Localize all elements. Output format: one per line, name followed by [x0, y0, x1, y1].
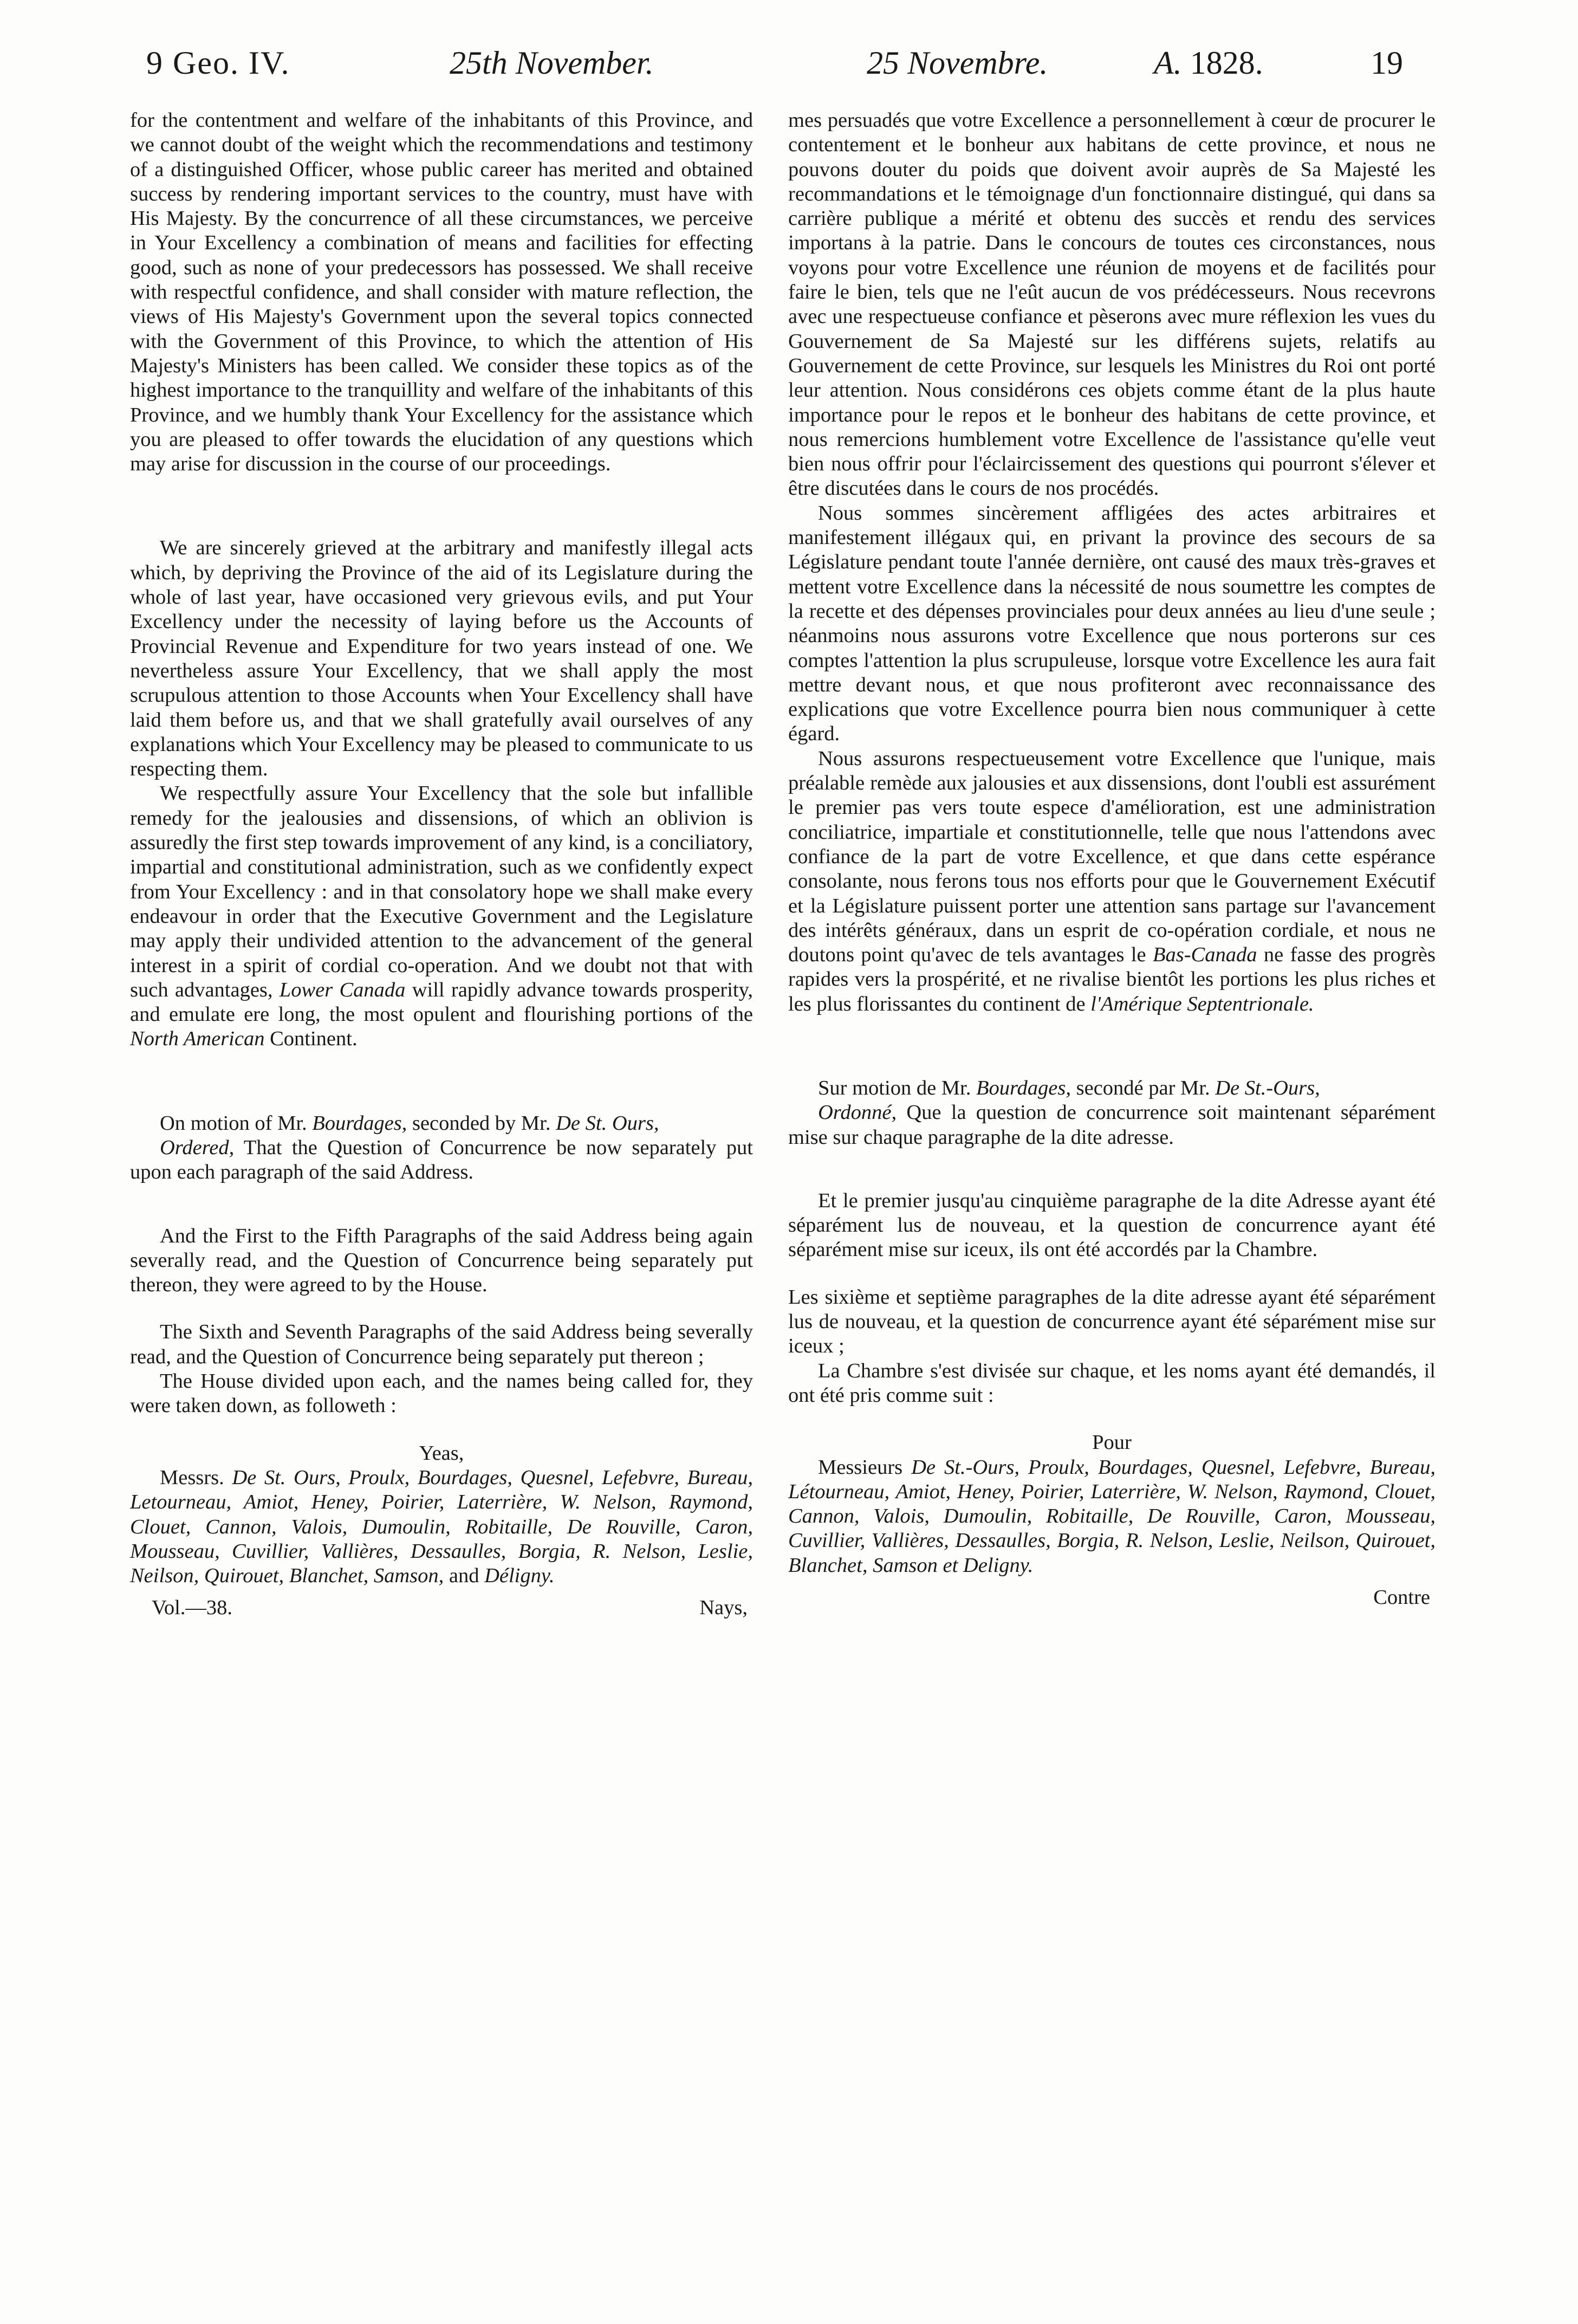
en-motion	[130, 1111, 753, 1136]
volume-number: Vol.—38.	[152, 1596, 233, 1620]
en-yeas-heading: Yeas,	[419, 1441, 464, 1465]
fr-paragraph-1: mes persuadés que votre Excellence a personnellement à cœur de procurer le contentement et le bonheur aux habitans de cette province, et nous ne pouvons douter du poids que doivent avoir auprès de Sa Majesté les recommandations et le témoignage d'un fonctionnaire distingué, qui dans sa carrière publique a mérité et obtenu des succès et rendu des services importans à la patrie. Dans le concours de toutes ces circonstances, nous voyons pour votre Excellence une réunion de moyens et de facilités pour faire le bien, tels que ne l'eût aucun de vos prédécesseurs. Nous recevrons avec une respectueuse confiance et pèserons avec mure réflexion les vues du Gouvernement de Sa Majesté sur les différens sujets, relatifs au Gouvernement de cette Province, sur lesquels les Ministres du Roi ont porté leur attention. Nous considérons ces objets comme étant de la plus haute importance pour le repos et le bonheur des habitans de cette province, et nous remercions humblement votre Excellence de l'assistance qu'elle veut bien nous offrir pour l'éclaircissement des questions qui pourront s'élever et être discutées dans le cours de nos procédés.	[788, 109, 1436, 500]
header-date-english: 25th November.	[450, 45, 654, 81]
fr-p3-text-a: Nous assurons respectueusement votre Excellence que l'unique, mais préalable remède aux jalousies et aux dissensions, dont l'oubli est assurément le premier pas vers toute espece d'amélioration, est une administration conciliatrice, impartiale et constitutionnelle, telle que nous l'attendons avec confiance de la part de votre Excellence, et que dans cette espérance consolante, nous ferons tous nos efforts pour que le Gouvernement Exécutif et la Législature puissent porter une attention sans partage sur l'avancement des intérêts généraux, dans un esprit de co-opération cordiale, et nous ne doutons point qu'avec de tels avantages le	[788, 747, 1436, 967]
fr-yeas-heading: Pour	[1092, 1431, 1132, 1454]
en-motion-st-ours: De St. Ours,	[556, 1111, 659, 1135]
en-lower-canada: Lower Canada	[279, 978, 406, 1001]
en-p3-text-a: We respectfully assure Your Excellency that the sole but infallible remedy for the jealousies and dissensions, of which an oblivion is assuredly the first step towards improvement of any kind, is a conciliatory, impartial and constitutional administration, such as we confidently expect from Your Excellency : and in that consolatory hope we shall make every endeavour in order that the Executive Government and the Legislature may apply their undivided attention to the advancement of the general interest in a spirit of cordial co-operation. And we doubt not that with such advantages,	[130, 782, 753, 1001]
fr-sixth-seventh: Les sixième et septième paragraphes de la dite adresse ayant été séparément lus de nouveau, et la question de concurrence ayant été séparément mise sur iceux ;	[788, 1285, 1436, 1358]
fr-house-divided: La Chambre s'est divisée sur chaque, et les noms ayant été demandés, il ont été pris comme suit :	[788, 1359, 1436, 1407]
header-year-value: 1828.	[1190, 45, 1263, 81]
en-motion-text-b: seconded by Mr.	[412, 1111, 551, 1135]
fr-motion	[788, 1076, 1436, 1100]
en-house-divided: The House divided upon each, and the names being called for, they were taken down, as followeth :	[130, 1370, 753, 1417]
english-column	[130, 108, 753, 1622]
en-first-to-fifth: And the First to the Fifth Paragraphs of the said Address being again severally read, and the Question of Concurrence being separately put thereon, they were agreed to by the House.	[130, 1224, 753, 1297]
en-paragraph-2: We are sincerely grieved at the arbitrary and manifestly illegal acts which, by depriving the Province of the aid of its Legislature during the whole of last year, have occasioned very grievous evils, and put Your Excellency under the necessity of laying before us the Accounts of Provincial Revenue and Expenditure for two years instead of one. We nevertheless assure Your Excellency, that we shall apply the most scrupulous attention to those Accounts when Your Excellency shall have laid them before us, and that we shall gratefully avail ourselves of any explanations which Your Excellency may be pleased to communicate to us respecting them.	[130, 536, 753, 781]
fr-yeas-names: De St.-Ours, Proulx, Bourdages, Quesnel, Lefebvre, Bureau, Létourneau, Amiot, Heney, Poirier, Laterrière, W. Nelson, Raymond, Clouet, Cannon, Valois, Dumoulin, Robitaille, De Rouville, Caron, Mousseau, Cuvillier, Vallières, Dessaulles, Borgia, R. Nelson, Leslie, Neilson, Quirouet, Blanchet, Samson et Deligny.	[788, 1455, 1436, 1577]
en-ordered-label: Ordered,	[160, 1136, 235, 1159]
fr-ordered-text: Que la question de concurrence soit maintenant séparément mise sur chaque paragraphe de la dite adresse.	[788, 1101, 1436, 1149]
en-paragraph-3	[130, 781, 753, 1051]
fr-p3-text-b: ne fasse des progrès rapides vers la prospérité, et ne rivalise bientôt les portions les plus riches et les plus florissantes du continent de	[788, 943, 1436, 1015]
en-nays-catchword: Nays,	[699, 1596, 748, 1620]
en-yeas-last: Déligny.	[484, 1564, 555, 1588]
fr-ordered	[788, 1100, 1436, 1150]
header-year-prefix: A.	[1154, 45, 1182, 81]
en-motion-text-a: On motion of Mr.	[160, 1111, 307, 1135]
en-sixth-seventh: The Sixth and Seventh Paragraphs of the said Address being severally read, and the Question of Concurrence being separately put thereon ;	[130, 1320, 753, 1368]
fr-paragraph-3	[788, 747, 1436, 1017]
en-yeas-and: and	[449, 1564, 479, 1588]
en-yeas-list	[130, 1466, 753, 1588]
en-p3-text-c: Continent.	[270, 1027, 358, 1051]
header-year	[1154, 44, 1263, 82]
fr-yeas-list	[788, 1455, 1436, 1578]
french-column	[788, 108, 1436, 1611]
en-p3-text-b: will rapidly advance towards prosperity, and emulate ere long, the most opulent and flourishing portions of the	[130, 978, 753, 1026]
page-number: 19	[1371, 45, 1403, 81]
fr-bas-canada: Bas-Canada	[1152, 943, 1257, 967]
en-paragraph-1: for the contentment and welfare of the inhabitants of this Province, and we cannot doubt of the weight which the recommendations and testimony of a distinguished Officer, whose public career has merited and obtained success by rendering important services to the country, must have with His Majesty. By the concurrence of all these circumstances, we perceive in Your Excellency a combination of means and facilities for effecting good, such as none of your predecessors has possessed. We shall receive with respectful confidence, and shall consider with mature reflection, the views of His Majesty's Government upon the several topics connected with the Government of this Province, to which the attention of His Majesty's Ministers has been called. We consider these topics as of the highest importance to the tranquillity and welfare of the inhabitants of this Province, and we humbly thank Your Excellency for the assistance which you are pleased to offer towards the elucidation of any questions which may arise for discussion in the course of our proceedings.	[130, 109, 753, 476]
fr-motion-bourdages: Bourdages,	[976, 1076, 1071, 1099]
fr-messieurs: Messieurs	[818, 1455, 903, 1479]
fr-footer	[788, 1585, 1436, 1611]
fr-first-to-fifth: Et le premier jusqu'au cinquième paragraphe de la dite Adresse ayant été séparément lus de nouveau, et la question de concurrence ayant été séparément mise sur iceux, ils ont été accordés par la Chambre.	[788, 1189, 1436, 1261]
en-ordered	[130, 1136, 753, 1185]
fr-contre-catchword: Contre	[1373, 1586, 1430, 1609]
en-messrs: Messrs.	[160, 1466, 224, 1489]
en-ordered-text: That the Question of Concurrence be now separately put upon each paragraph of the said Address.	[130, 1136, 753, 1184]
fr-motion-st-ours: De St.-Ours,	[1215, 1076, 1320, 1099]
fr-motion-text-a: Sur motion de Mr.	[818, 1076, 971, 1099]
fr-amerique: l'Amérique Septentrionale.	[1090, 992, 1314, 1015]
fr-ordered-label: Ordonné,	[818, 1101, 897, 1124]
en-footer	[130, 1596, 753, 1622]
running-header	[146, 44, 1403, 93]
en-motion-bourdages: Bourdages,	[312, 1111, 407, 1135]
header-date-french: 25 Novembre.	[867, 45, 1048, 81]
en-yeas-names: De St. Ours, Proulx, Bourdages, Quesnel, Lefebvre, Bureau, Letourneau, Amiot, Heney, Poirier, Laterrière, W. Nelson, Raymond, Clouet, Cannon, Valois, Dumoulin, Robitaille, De Rouville, Caron, Mousseau, Cuvillier, Vallières, Dessaulles, Borgia, R. Nelson, Leslie, Neilson, Quirouet, Blanchet, Samson,	[130, 1466, 753, 1588]
regnal-year: 9 Geo. IV.	[146, 45, 290, 81]
fr-motion-text-b: secondé par Mr.	[1076, 1076, 1210, 1099]
en-north-american: North American	[130, 1027, 265, 1051]
fr-paragraph-2: Nous sommes sincèrement affligées des actes arbitraires et manifestement illégaux qui, en privant la province des secours de sa Législature pendant toute l'année dernière, ont causé des maux très-graves et mettent votre Excellence dans la nécessité de nous soumettre les comptes de la recette et des dépenses provinciales pour deux années au lieu d'une seule ; néanmoins nous assurons votre Excellence que nous porterons sur ces comptes l'attention la plus scrupuleuse, lorsque votre Excellence les aura fait mettre devant nous, et que nous profiteront avec reconnaissance des explications que votre Excellence pourra bien nous communiquer à cette égard.	[788, 501, 1436, 746]
